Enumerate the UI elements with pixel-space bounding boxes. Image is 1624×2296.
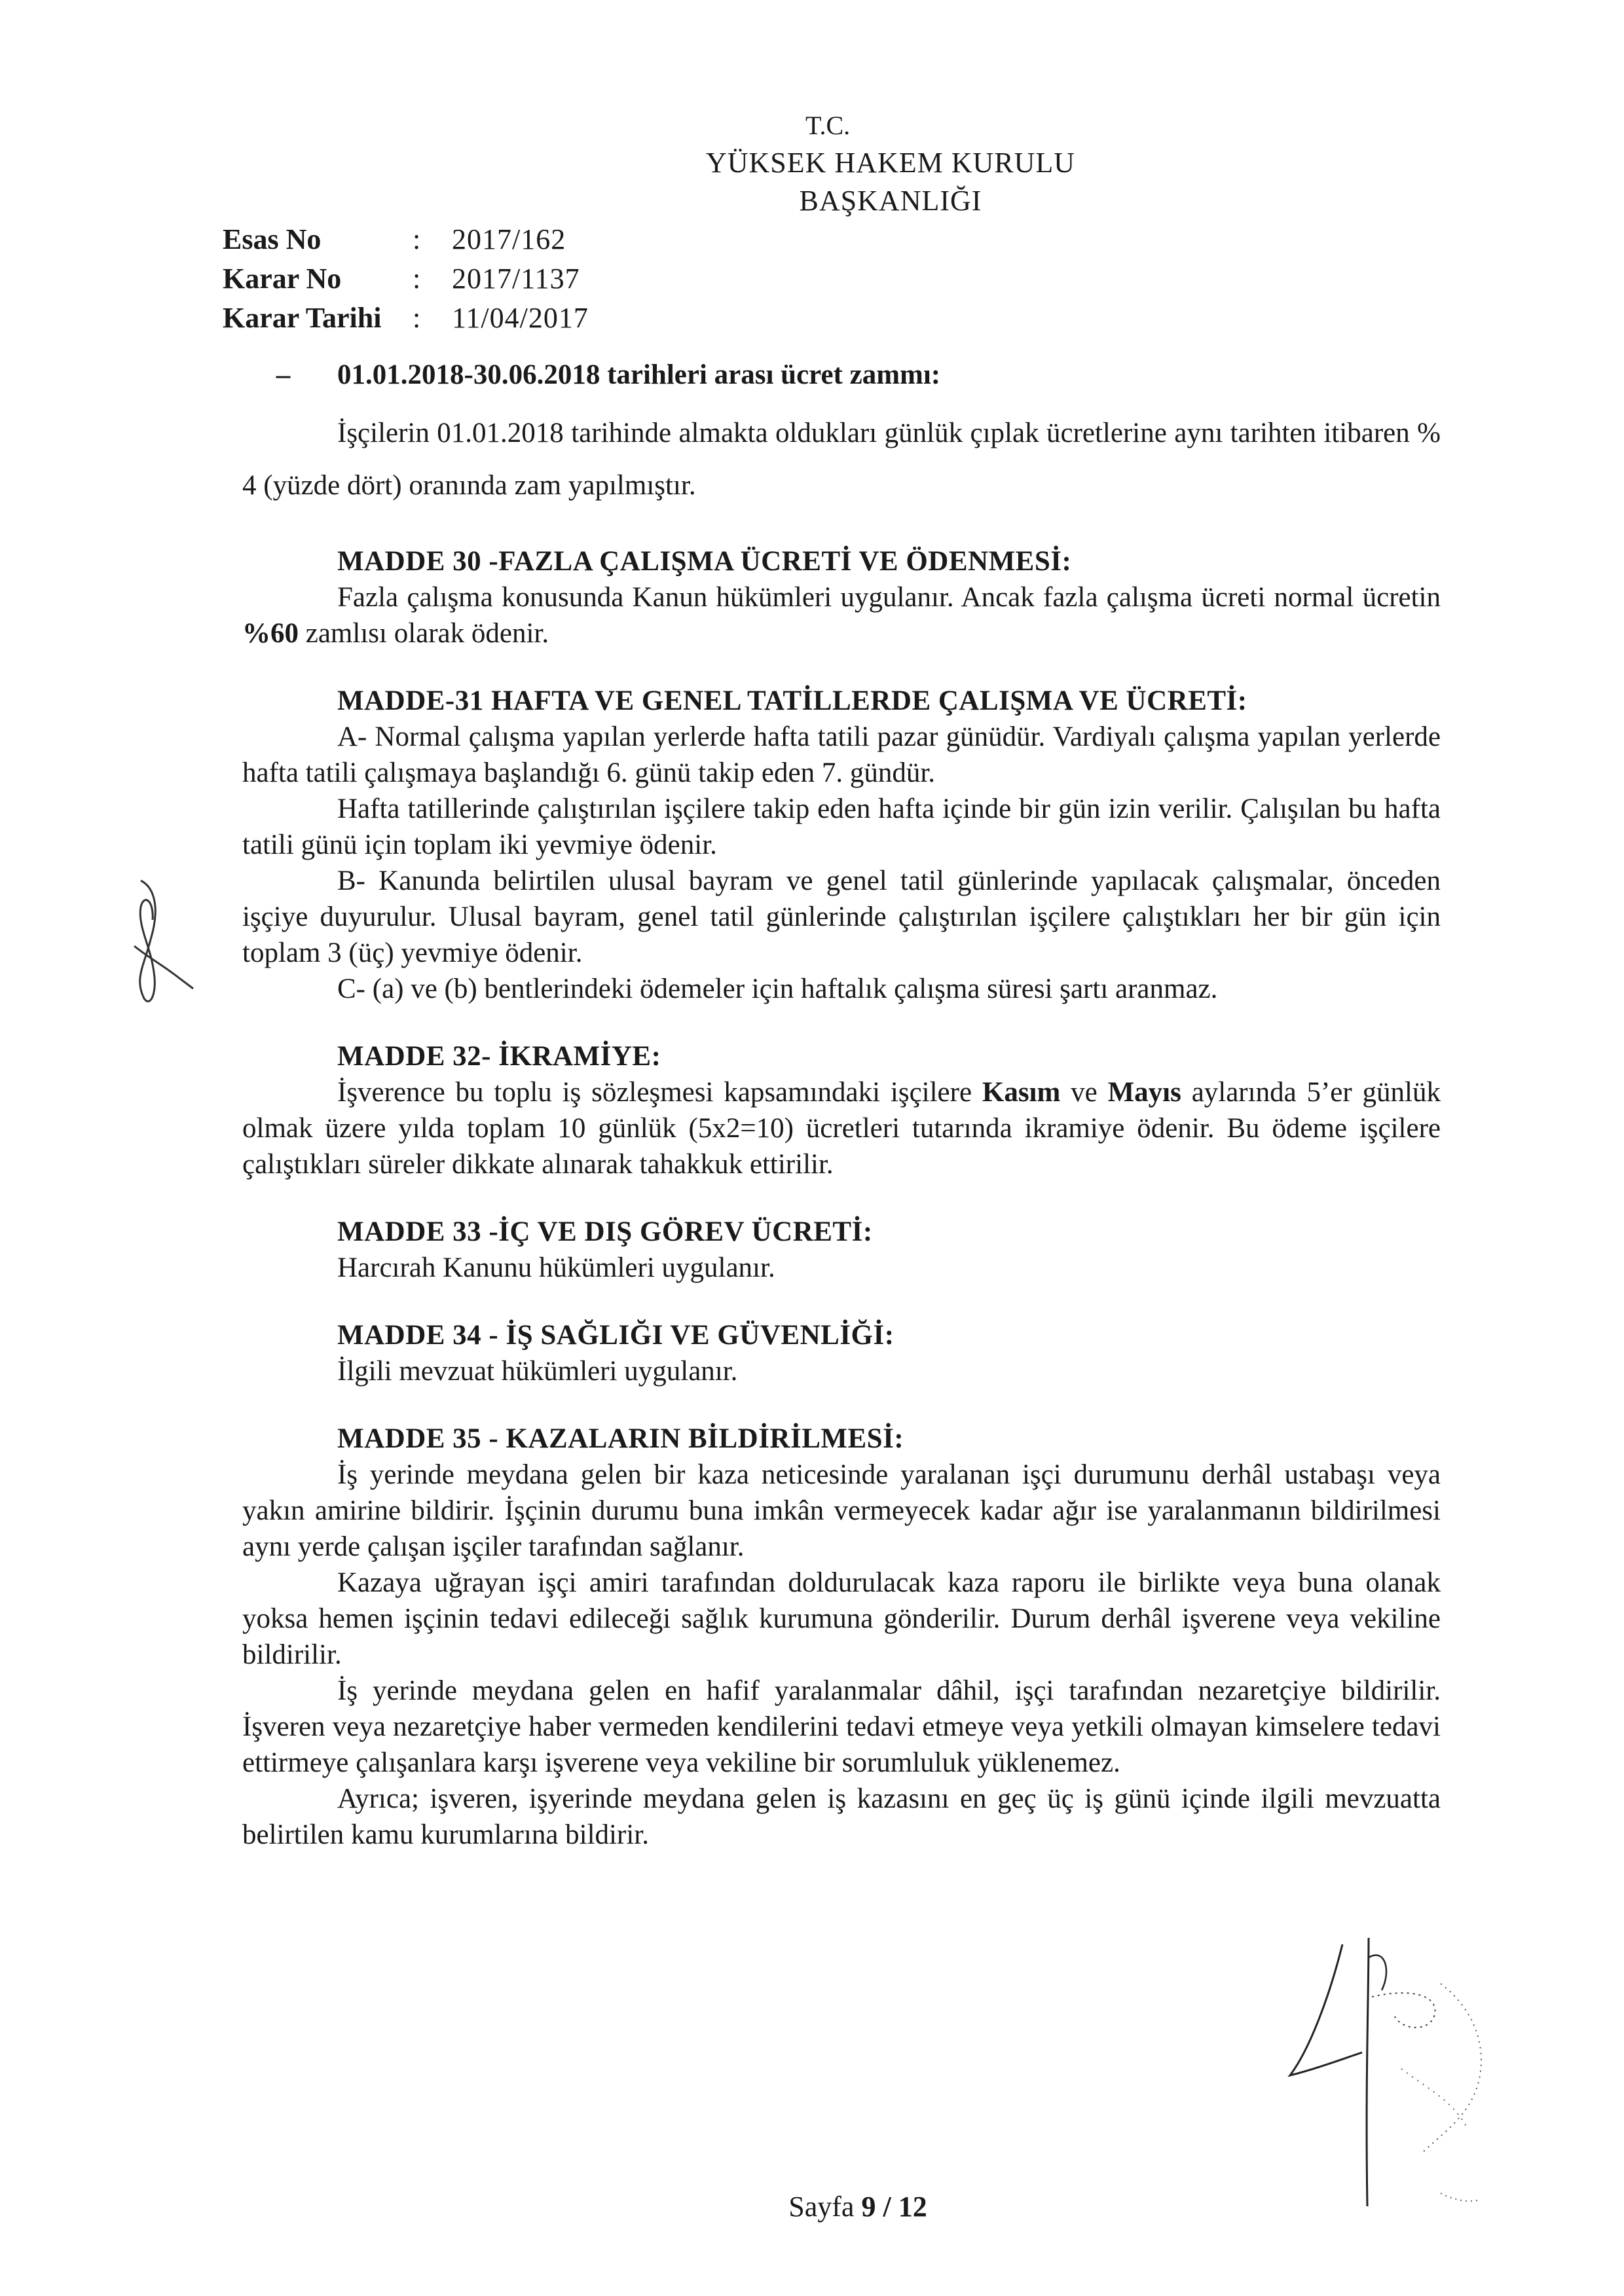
title-line-1: YÜKSEK HAKEM KURULU <box>705 147 1076 179</box>
raise-section <box>242 357 1441 512</box>
meta-value: 2017/162 <box>452 223 566 255</box>
madde-31-para-b: B- Kanunda belirtilen ulusal bayram ve genel tatil günlerinde yapılacak çalışmalar, önceden işçiye duyurulur. Ulusal bayram, genel tatil günlerinde çalıştırılan işçilere çalıştıkları her bir gün için toplam 3 (üç) yevmiye ödenir. <box>242 866 1441 968</box>
madde-35-para-4: Ayrıca; işveren, işyerinde meydana gelen iş kazasını en geç üç iş günü içinde ilgili mevzuatta belirtilen kamu kurumlarına bildirir. <box>242 1783 1441 1850</box>
madde-33-text: Harcırah Kanunu hükümleri uygulanır. <box>337 1252 775 1283</box>
madde-33-heading: MADDE 33 -İÇ VE DIŞ GÖREV ÜCRETİ: <box>337 1216 873 1247</box>
meta-row-karar <box>223 259 589 299</box>
madde-31-para-a: A- Normal çalışma yapılan yerlerde hafta tatili pazar günüdür. Vardiyalı çalışma yapılan yerlerde hafta tatili çalışmaya başlandığı 6. günü takip eden 7. gündür. <box>242 721 1441 788</box>
meta-separator: : <box>413 302 421 334</box>
madde-35-heading: MADDE 35 - KAZALARIN BİLDİRİLMESİ: <box>337 1423 904 1454</box>
madde-34-text: İlgili mevzuat hükümleri uygulanır. <box>337 1356 738 1387</box>
raise-text: İşçilerin 01.01.2018 tarihinde almakta oldukları günlük çıplak ücretlerine aynı tarihten itibaren % 4 (yüzde dört) oranında zam yapılmıştır. <box>242 418 1441 501</box>
madde-35-para-1: İş yerinde meydana gelen bir kaza neticesinde yaralanan işçi durumunu derhâl ustabaşı veya yakın amirine bildirir. İşçinin durumu buna imkân vermeyecek kadar ağır ise yaralanmanın bildirilmesi aynı yerde çalışan işçiler tarafından sağlanır. <box>242 1459 1441 1562</box>
meta-label: Karar Tarihi <box>223 302 382 334</box>
top-mark: T.C. <box>805 111 851 140</box>
madde-32-text <box>242 1074 1441 1182</box>
madde-34-heading: MADDE 34 - İŞ SAĞLIĞI VE GÜVENLİĞİ: <box>337 1320 895 1351</box>
meta-value: 11/04/2017 <box>452 302 589 334</box>
current-page: 9 <box>861 2191 876 2223</box>
month-mayis: Mayıs <box>1107 1077 1181 1108</box>
madde-31-para-holiday: Hafta tatillerinde çalıştırılan işçilere takip eden hafta içinde bir gün izin verilir. Çalışılan bu hafta tatili günü için toplam iki yevmiye ödenir. <box>242 793 1441 860</box>
total-pages: 12 <box>898 2191 927 2223</box>
madde-30-text <box>242 579 1441 651</box>
madde-30 <box>242 543 1441 651</box>
meta-separator: : <box>413 223 421 255</box>
madde-31-heading: MADDE-31 HAFTA VE GENEL TATİLLERDE ÇALIŞMA VE ÜCRETİ: <box>337 685 1247 716</box>
madde-32-heading: MADDE 32- İKRAMİYE: <box>337 1041 661 1072</box>
meta-row-tarih <box>223 299 589 338</box>
madde-33 <box>242 1214 1441 1286</box>
madde-32-text-a: İşverence bu toplu iş sözleşmesi kapsamındaki işçilere <box>337 1077 982 1108</box>
meta-value: 2017/1137 <box>452 263 580 295</box>
case-meta <box>223 220 589 338</box>
madde-32-text-b: ve <box>1060 1077 1108 1108</box>
meta-label: Esas No <box>223 223 322 255</box>
dash-bullet: – <box>276 359 291 390</box>
madde-30-text-b: zamlısı olarak ödenir. <box>299 618 549 649</box>
page-number <box>740 2190 976 2223</box>
title-line-2: BAŞKANLIĞI <box>799 185 982 217</box>
madde-31 <box>242 683 1441 1007</box>
madde-31-para-c: C- (a) ve (b) bentlerindeki ödemeler için haftalık çalışma süresi şartı aranmaz. <box>337 974 1218 1004</box>
month-kasim: Kasım <box>982 1077 1061 1108</box>
madde-35-para-3: İş yerinde meydana gelen en hafif yaralanmalar dâhil, işçi tarafından nezaretçiye bildirilir. İşveren veya nezaretçiye haber vermeden kendilerini tedavi etmeye veya yetkili olmayan kimselere tedavi ettirmeye çalışanlara karşı işverene veya vekiline bir sorumluluk yüklenemez. <box>242 1675 1441 1778</box>
document-body <box>242 357 1441 1853</box>
signature <box>1270 1918 1545 2226</box>
page-title <box>576 144 1205 220</box>
madde-32-text-c: aylarında 5’er günlük olmak üzere yılda toplam 10 günlük (5x2=10) ücretleri tutarında ikramiye ödenir. Bu ödeme işçilere çalıştıkları süreler dikkate alınarak tahakkuk ettirilir. <box>242 1077 1441 1180</box>
meta-separator: : <box>413 263 421 295</box>
meta-label: Karar No <box>223 263 342 295</box>
madde-32 <box>242 1038 1441 1182</box>
raise-heading-text: 01.01.2018-30.06.2018 tarihleri arası ücret zammı: <box>337 359 941 390</box>
meta-row-esas <box>223 220 589 259</box>
madde-30-text-a: Fazla çalışma konusunda Kanun hükümleri uygulanır. Ancak fazla çalışma ücreti normal ücretin <box>337 582 1441 613</box>
raise-heading <box>242 357 1441 393</box>
madde-30-heading: MADDE 30 -FAZLA ÇALIŞMA ÜCRETİ VE ÖDENMESİ: <box>337 546 1072 577</box>
madde-30-rate: %60 <box>242 618 299 649</box>
madde-35-para-2: Kazaya uğrayan işçi amiri tarafından doldurulacak kaza raporu ile birlikte veya buna olanak yoksa hemen işçinin tedavi edileceği sağlık kurumuna gönderilir. Durum derhâl işverene veya vekiline bildirilir. <box>242 1567 1441 1670</box>
page-label: Sayfa <box>788 2191 862 2223</box>
margin-initial-signature <box>115 867 206 1018</box>
page-separator: / <box>876 2191 898 2223</box>
madde-34 <box>242 1317 1441 1389</box>
madde-35 <box>242 1421 1441 1853</box>
